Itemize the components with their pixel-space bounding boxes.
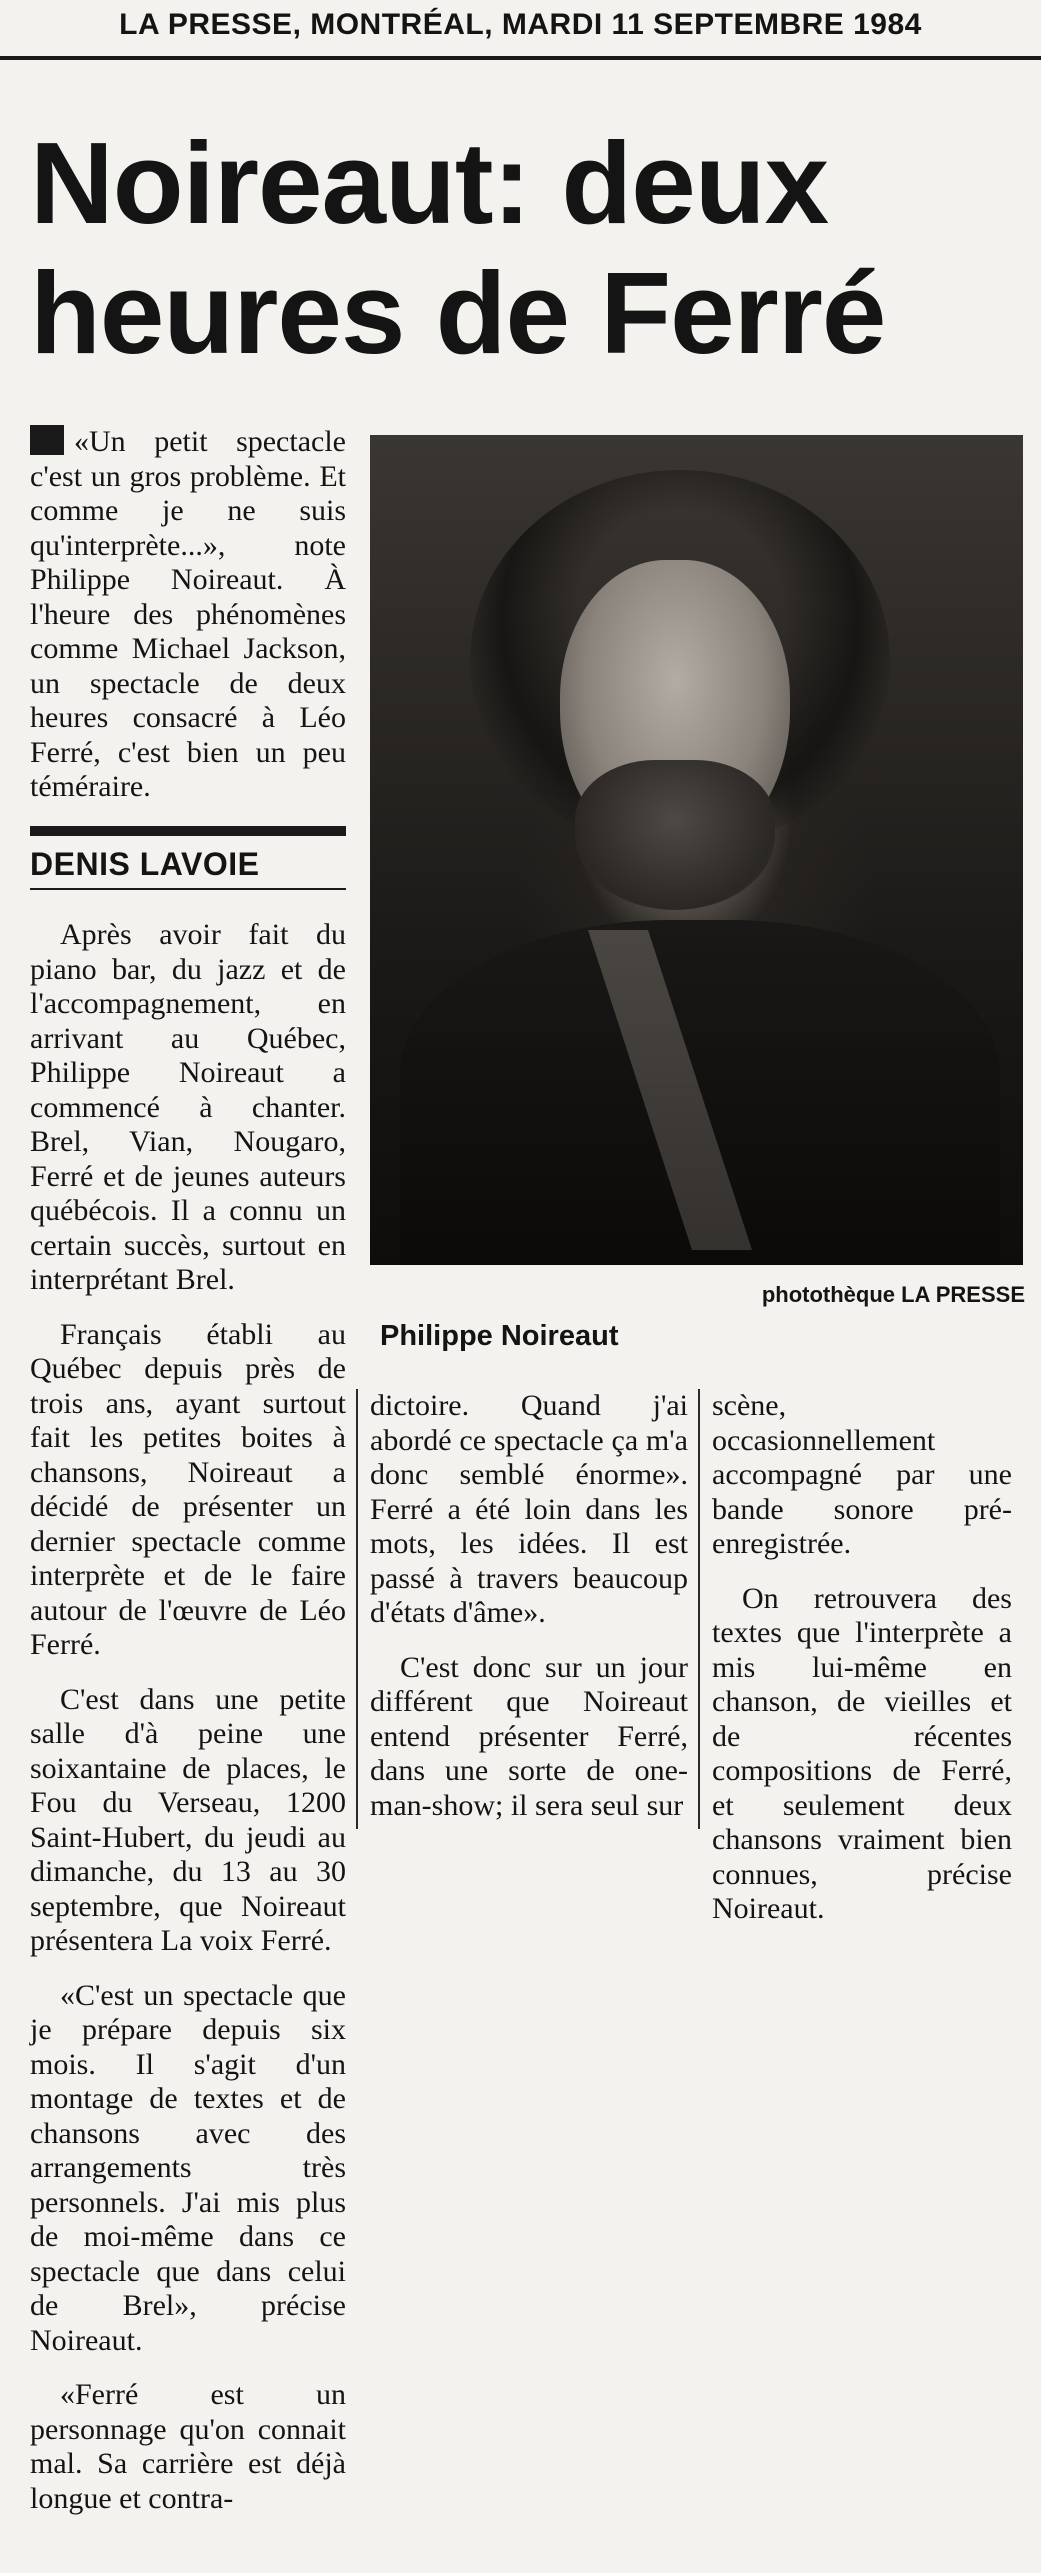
paragraph: On retrouvera des textes que l'interprète a mis lui-même en chanson, de vieilles et de récentes compositions de Ferré, et seulement deux chansons vraiment bien connues, précise Noireaut. xyxy=(712,1581,1012,1925)
article-column-1 xyxy=(30,918,346,2536)
paragraph: scène, occasionnellement accompagné par une bande sonore pré-enregistrée. xyxy=(712,1389,1012,1560)
paragraph: Après avoir fait du piano bar, du jazz et de l'accompagnement, en arrivant au Québec, Philippe Noireaut a commencé à chanter. Brel, Vian, Nougaro, Ferré et de jeunes auteurs québécois. Il a connu un certain succès, surtout en interprétant Brel. xyxy=(30,918,346,1296)
byline: DENIS LAVOIE xyxy=(30,846,260,882)
paragraph: C'est donc sur un jour différent que Noireaut entend présenter Ferré, dans une sorte de one-man-show; il sera seul sur xyxy=(370,1650,688,1822)
photo-beard-shape xyxy=(575,760,775,910)
byline-underline xyxy=(30,888,346,890)
paragraph: C'est dans une petite salle d'à peine une soixantaine de places, le Fou du Verseau, 1200 Saint-Hubert, du jeudi au dimanche, du 13 au 30 septembre, que Noireaut présentera La voix Ferré. xyxy=(30,1682,346,1957)
paragraph: Français établi au Québec depuis près de trois ans, ayant surtout fait les petites boites à chansons, Noireaut a décidé de présenter un dernier spectacle comme interprète et de le faire autour de l'œuvre de Léo Ferré. xyxy=(30,1317,346,1661)
paragraph: «C'est un spectacle que je prépare depuis six mois. Il s'agit d'un montage de textes et de chansons avec des arrangements très personnels. J'ai mis plus de moi-même dans ce spectacle que dans celui de Brel», précise Noireaut. xyxy=(30,1978,346,2357)
lead-paragraph xyxy=(30,425,346,825)
paragraph: dictoire. Quand j'ai abordé ce spectacle ça m'a donc semblé énorme». Ferré a été loin dans les mots, les idées. Il est passé à travers beaucoup d'états d'âme». xyxy=(370,1389,688,1629)
article-column-3 xyxy=(712,1389,1012,1947)
column-divider xyxy=(356,1389,358,1829)
photo-credit: photothèque LA PRESSE xyxy=(761,1282,1025,1307)
headline-line-1: Noireaut: deux xyxy=(30,118,829,248)
headline xyxy=(30,118,1030,378)
newspaper-header: LA PRESSE, MONTRÉAL, MARDI 11 SEPTEMBRE 1984 xyxy=(119,8,922,41)
headline-line-2: heures de Ferré xyxy=(30,248,886,378)
photo-caption: Philippe Noireaut xyxy=(380,1320,619,1352)
article-column-2 xyxy=(370,1389,688,1843)
paragraph: «Ferré est un personnage qu'on connait mal. Sa carrière est déjà longue et contra- xyxy=(30,2378,346,2515)
bullet-square-icon xyxy=(30,425,64,455)
column-divider xyxy=(698,1389,700,1829)
byline-rule xyxy=(30,826,346,836)
lead-text: «Un petit spectacle c'est un gros problème. Et comme je ne suis qu'interprète...», note Philippe Noireaut. À l'heure des phénomènes comme Michael Jackson, un spectacle de deux heures consacré à Léo Ferré, c'est bien un peu téméraire. xyxy=(30,425,346,803)
header-rule xyxy=(0,56,1041,60)
